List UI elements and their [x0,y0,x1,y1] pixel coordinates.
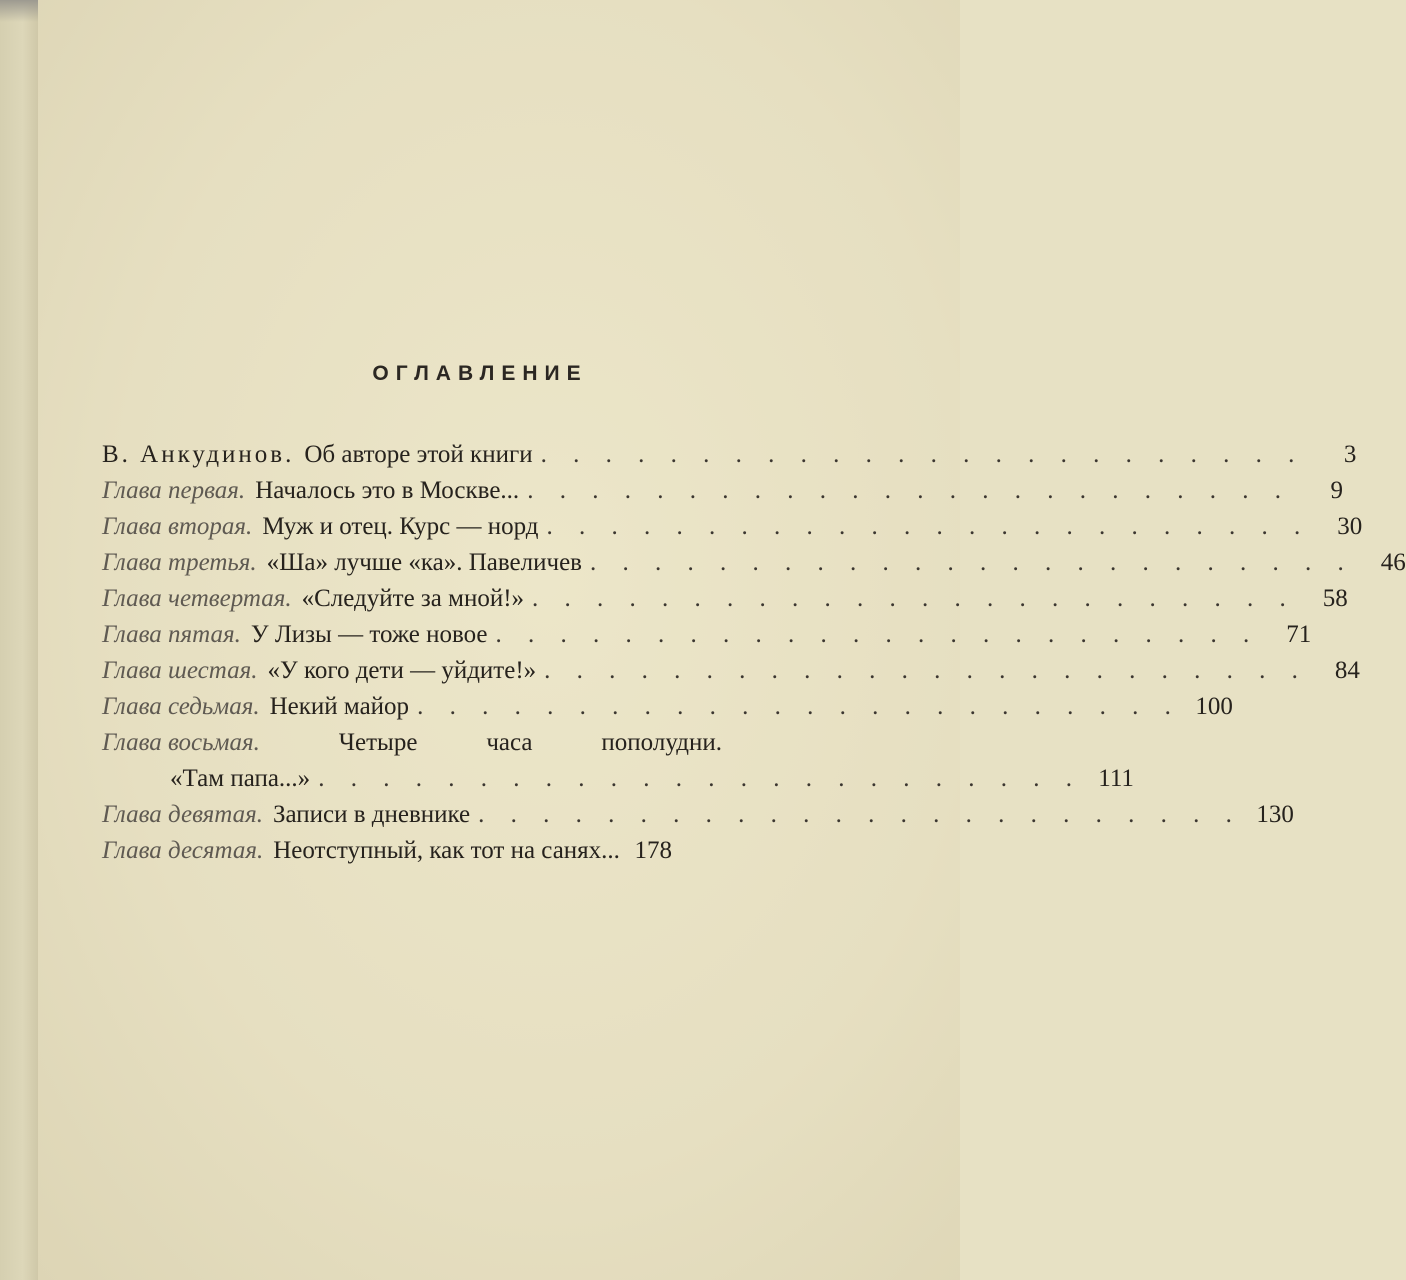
leader-dots: . . . . . . . . . . . . . . . . . . . . . . . . [527,477,1291,504]
entry-page-number: 111 [1098,765,1134,792]
chapter-label: Глава седьмая. [102,693,260,720]
toc-entry-chapter-10 [102,833,832,869]
leader-dots: . . . . . . . . . . . . . . . . . . . . . . . . [546,513,1311,540]
leader-dots: . . . . . . . . . . . . . . . . . . . . . . . . [540,441,1305,468]
leader-dots: . . . . . . . . . . . . . . . . . . . . . . . . [478,801,1242,828]
toc-entry-chapter-1 [102,473,1343,509]
toc-entry-chapter-2 [102,509,1363,545]
entry-title: Началось это в Москве... [255,477,520,504]
entry-title: «У кого дети — уйдите!» [267,657,537,684]
entry-page-number: 9 [1330,477,1343,504]
toc-entry-chapter-9 [102,797,1294,833]
entry-page-number: 58 [1322,585,1348,612]
chapter-label: Глава шестая. [102,657,258,684]
book-page-edge [0,0,39,1280]
entry-author: В. Анкудинов. [102,441,295,468]
entry-title: Записи в дневнике [272,801,471,828]
toc-entry-author [102,437,1357,473]
table-of-contents [102,437,1406,869]
chapter-label: Глава третья. [102,549,257,576]
entry-page-number: 30 [1337,513,1363,540]
leader-dots: . . . . . . . . . . . . . . . . . . . . . . . . [532,585,1296,612]
entry-title-continuation: «Там папа...» [170,765,311,792]
leader-dots: . . . . . . . . . . . . . . . . . . . . . . . . [495,621,1260,648]
toc-entry-chapter-6 [102,653,1360,689]
entry-page-number: 100 [1195,693,1233,720]
chapter-label: Глава девятая. [102,801,263,828]
entry-title: Муж и отец. Курс — норд [262,513,539,540]
justified-line [102,725,722,761]
leader-dots: . . . . . . . . . . . . . . . . . . . . . . . . [544,657,1308,684]
leader-dots: . . . . . . . . . . . . . . . . . . . . . . . . [417,693,1181,720]
entry-title: У Лизы — тоже новое [250,621,488,648]
entry-page-number: 46 [1380,549,1406,576]
entry-page-number: 3 [1343,441,1357,468]
leader-dots: . . . . . . . . . . . . . . . . . . . . . . . . [589,549,1354,576]
entry-title-word: пополудни. [601,729,722,756]
entry-title: «Ша» лучше «ка». Павеличев [266,549,582,576]
chapter-label: Глава четвертая. [102,585,292,612]
toc-entry-chapter-8-line-2 [102,761,1134,797]
chapter-label: Глава первая. [102,477,246,504]
chapter-label: Глава пятая. [102,621,241,648]
entry-title-word: часа [486,729,533,756]
toc-entry-chapter-4 [102,581,1348,617]
entry-page-number: 84 [1334,657,1360,684]
entry-page-number: 71 [1286,621,1312,648]
entry-title: Об авторе этой книги [304,441,533,468]
entry-title: Некий майор [269,693,410,720]
leader-dots: . . . . . . . . . . . . . . . . . . . . . . . . [318,765,1082,792]
toc-entry-chapter-5 [102,617,1312,653]
entry-title: Неотступный, как тот на санях... [273,837,620,864]
toc-entry-chapter-3 [102,545,1406,581]
chapter-label: Глава десятая. [102,837,264,864]
toc-entry-chapter-8-line-1 [102,725,832,761]
entry-page-number: 178 [634,837,672,864]
entry-page-number: 130 [1256,801,1294,828]
chapter-label: Глава восьмая. [102,729,260,756]
chapter-label: Глава вторая. [102,513,253,540]
entry-title: «Следуйте за мной!» [301,585,525,612]
toc-entry-chapter-7 [102,689,1233,725]
toc-heading: ОГЛАВЛЕНИЕ [372,362,588,385]
entry-title-word: Четыре [338,729,418,756]
